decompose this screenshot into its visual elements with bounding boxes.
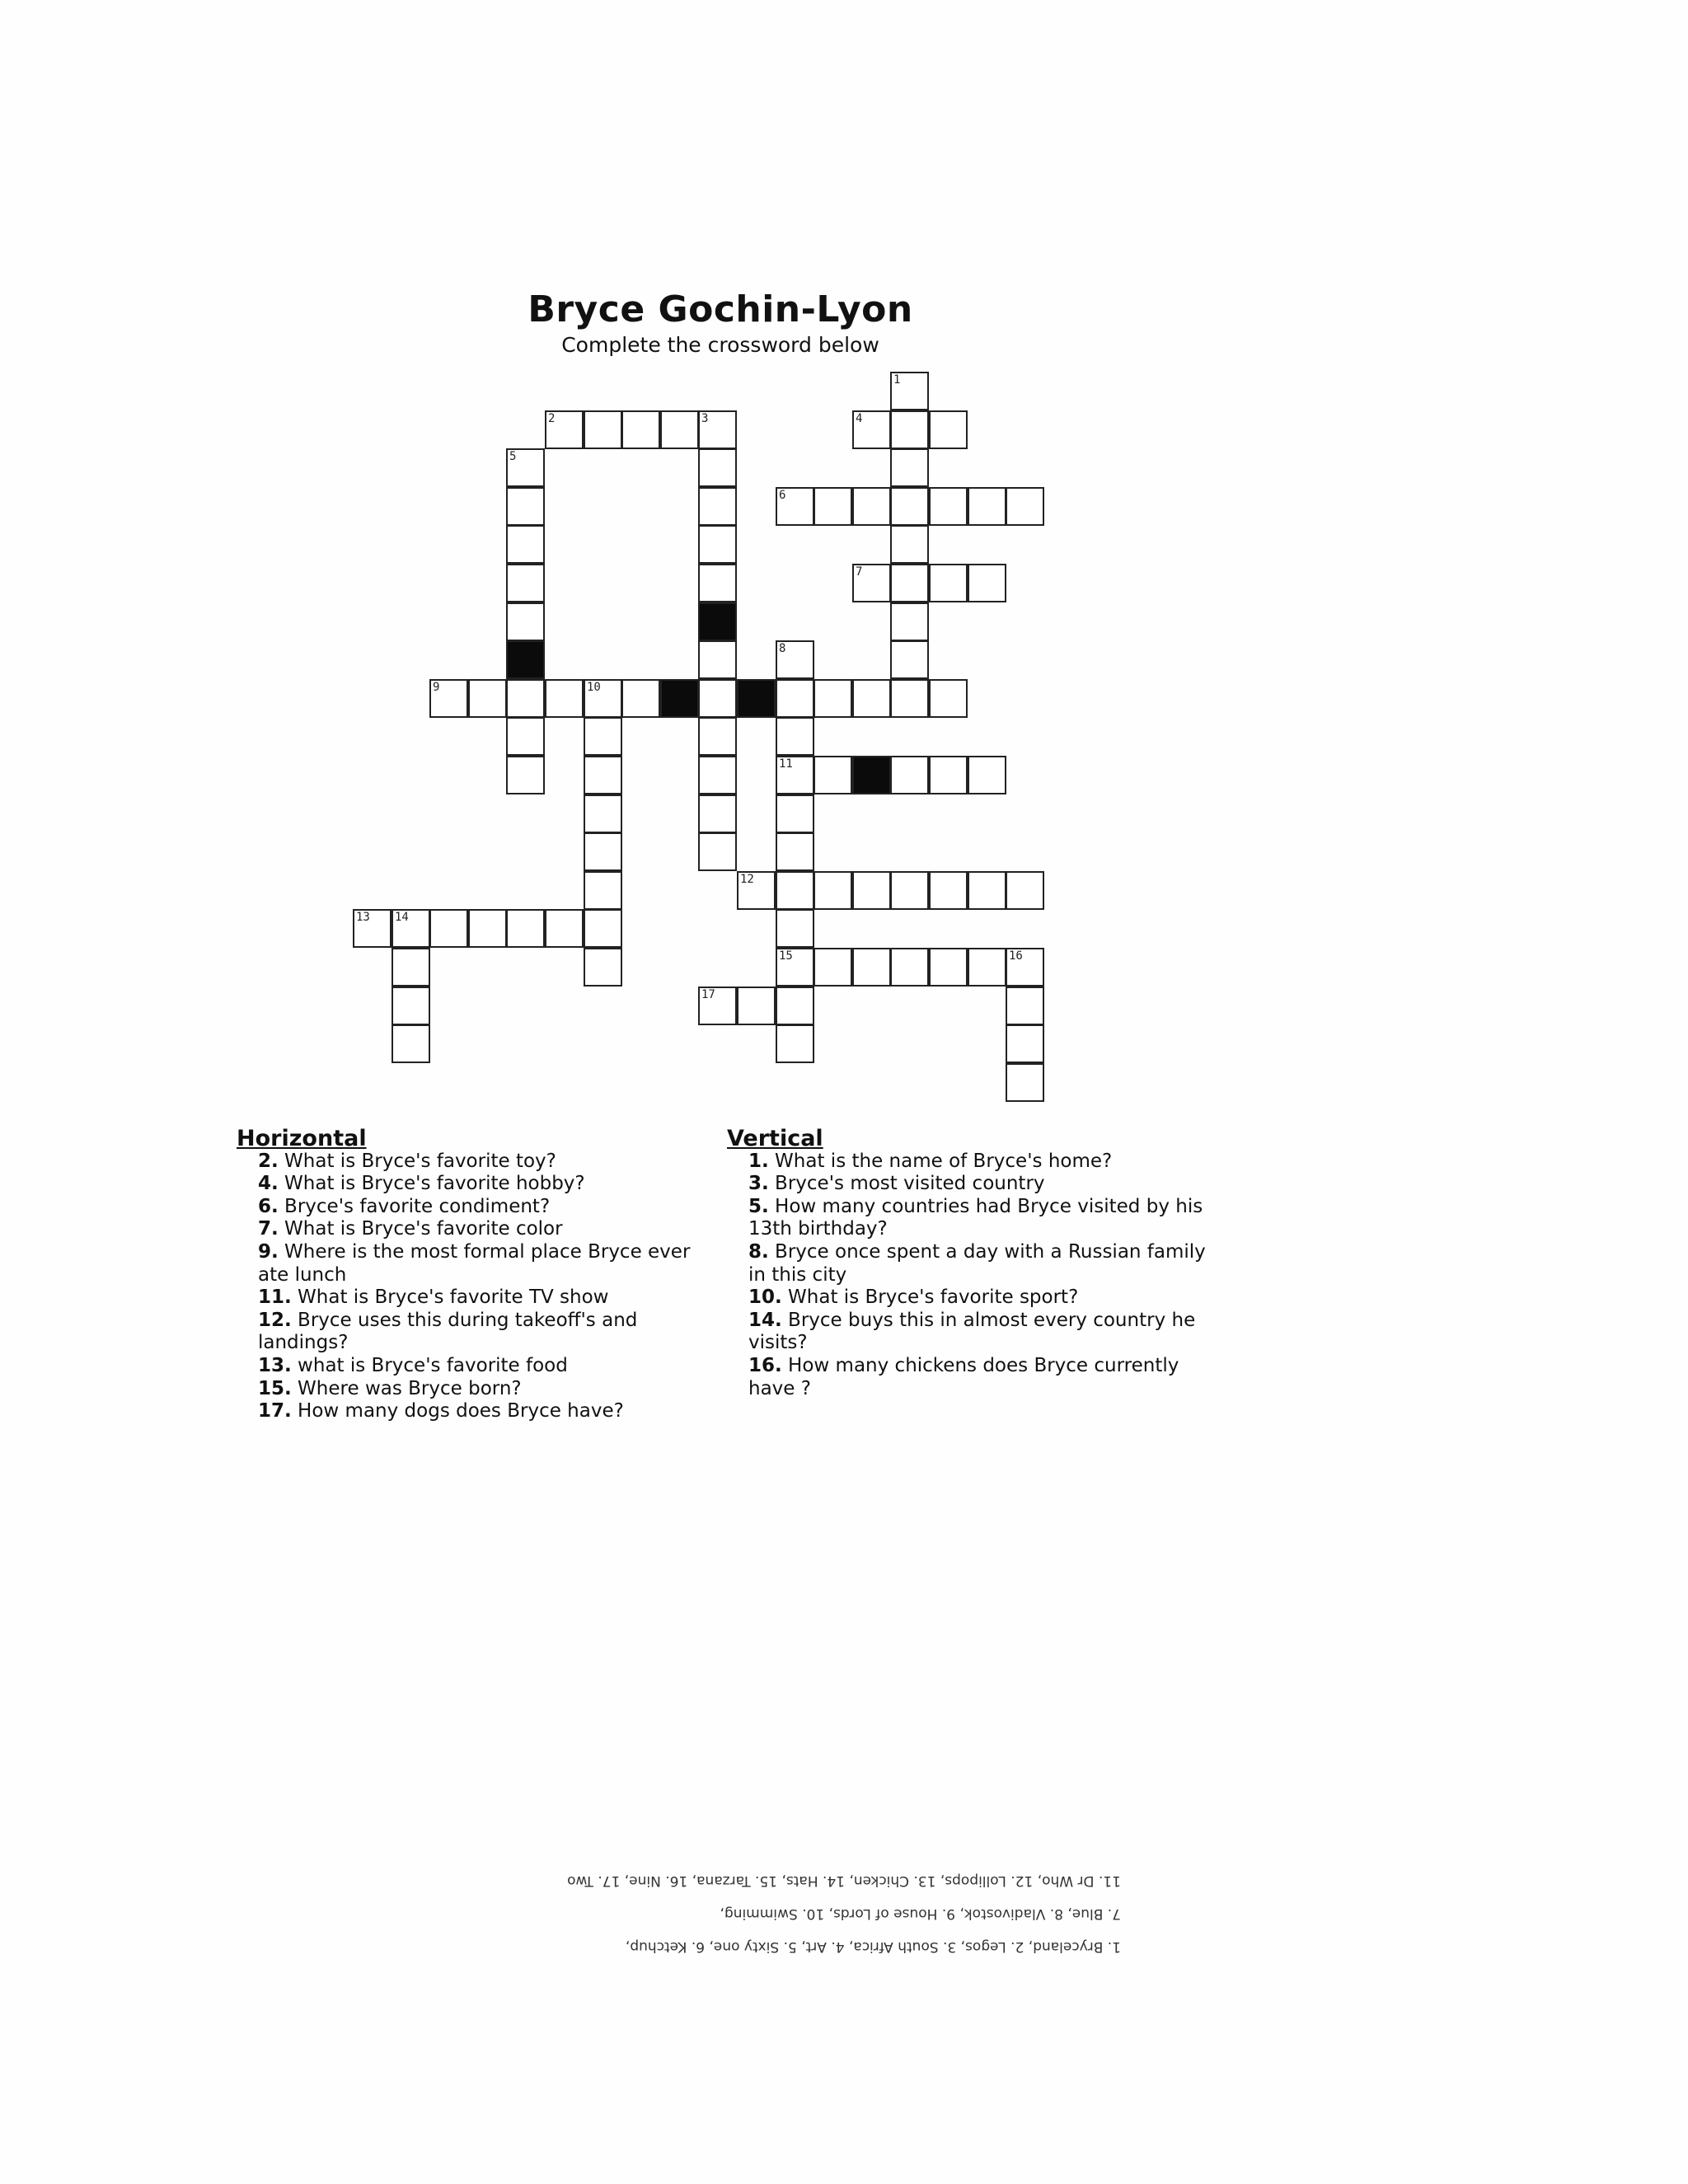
clue-number: 7. (258, 1218, 279, 1240)
answer-key-line-1: 11. Dr Who, 12. Lollipops, 13. Chicken, 14. Hats, 15. Tarzana, 16. Nine, 17. Two (567, 1872, 1121, 1889)
crossword-cell[interactable] (929, 564, 968, 602)
crossword-cell[interactable] (776, 679, 814, 718)
page-subtitle: Complete the crossword below (561, 333, 879, 357)
crossword-cell[interactable] (929, 410, 968, 449)
crossword-cell[interactable] (852, 410, 891, 449)
crossword-cell[interactable] (698, 410, 737, 449)
crossword-cell[interactable] (584, 410, 622, 449)
crossword-cell[interactable] (392, 948, 430, 987)
crossword-cell-shaded[interactable] (698, 602, 737, 641)
clue-text: Bryce buys this in almost every country he visits? (748, 1309, 1196, 1354)
clue-across-4 (237, 1173, 715, 1196)
crossword-cell[interactable] (506, 602, 545, 641)
clue-text: Bryce's favorite condiment? (278, 1195, 551, 1217)
clue-down-14 (727, 1310, 1221, 1355)
crossword-cell[interactable] (968, 564, 1006, 602)
crossword-cell[interactable] (506, 679, 545, 718)
clue-number-label: 14 (395, 911, 409, 924)
clue-down-1 (727, 1151, 1221, 1174)
crossword-cell[interactable] (776, 640, 814, 679)
crossword-cell[interactable] (584, 679, 622, 718)
clue-number-label: 10 (587, 681, 601, 694)
crossword-cell[interactable] (468, 909, 507, 948)
crossword-cell[interactable] (776, 756, 814, 794)
crossword-cell[interactable] (698, 525, 737, 564)
crossword-cell[interactable] (1006, 948, 1044, 987)
crossword-cell[interactable] (545, 410, 584, 449)
crossword-cell[interactable] (890, 448, 929, 487)
clue-number-label: 1 (893, 373, 901, 387)
crossword-cell[interactable] (814, 871, 852, 910)
crossword-cell[interactable] (1006, 871, 1044, 910)
clue-down-10 (727, 1286, 1221, 1310)
clue-number-label: 4 (856, 412, 863, 425)
clue-number: 17. (258, 1400, 292, 1422)
crossword-cell[interactable] (929, 756, 968, 794)
crossword-cell[interactable] (890, 756, 929, 794)
clue-number: 9. (258, 1240, 279, 1263)
clue-text: What is Bryce's favorite toy? (278, 1150, 556, 1172)
crossword-cell[interactable] (506, 756, 545, 794)
clue-number: 2. (258, 1150, 279, 1172)
crossword-cell[interactable] (353, 909, 392, 948)
crossword-cell[interactable] (698, 794, 737, 833)
across-clues (237, 1127, 715, 1423)
crossword-cell[interactable] (968, 871, 1006, 910)
clue-across-2 (237, 1151, 715, 1174)
clue-number-label: 7 (856, 565, 863, 579)
clue-number-label: 2 (548, 412, 556, 425)
crossword-cell[interactable] (698, 564, 737, 602)
clue-text: Bryce once spent a day with a Russian family in this city (748, 1240, 1206, 1286)
clue-across-9 (237, 1241, 715, 1286)
clue-text: Bryce's most visited country (768, 1173, 1045, 1195)
crossword-cell[interactable] (1006, 487, 1044, 526)
crossword-cell[interactable] (890, 372, 929, 410)
crossword-cell[interactable] (737, 987, 776, 1025)
crossword-cell[interactable] (584, 871, 622, 910)
clue-across-7 (237, 1218, 715, 1241)
clue-number-label: 9 (433, 681, 440, 694)
crossword-cell[interactable] (776, 717, 814, 756)
crossword-cell[interactable] (852, 871, 891, 910)
clue-across-17 (237, 1400, 715, 1423)
clue-text: What is Bryce's favorite sport? (781, 1286, 1079, 1309)
crossword-cell[interactable] (929, 948, 968, 987)
crossword-cell[interactable] (698, 756, 737, 794)
crossword-cell[interactable] (968, 487, 1006, 526)
crossword-cell[interactable] (698, 987, 737, 1025)
clue-number: 1. (748, 1150, 769, 1172)
crossword-cell[interactable] (429, 909, 468, 948)
clue-number-label: 6 (779, 489, 786, 502)
crossword-cell[interactable] (506, 525, 545, 564)
clue-number-label: 16 (1009, 949, 1023, 963)
clue-text: Where was Bryce born? (291, 1377, 522, 1399)
clue-text: What is the name of Bryce's home? (768, 1150, 1113, 1172)
clue-text: How many chickens does Bryce currently have ? (748, 1354, 1179, 1399)
crossword-cell[interactable] (1006, 1024, 1044, 1063)
crossword-cell[interactable] (929, 487, 968, 526)
clue-number: 6. (258, 1195, 279, 1217)
crossword-cell[interactable] (968, 756, 1006, 794)
crossword-cell-shaded[interactable] (737, 679, 776, 718)
crossword-cell[interactable] (890, 564, 929, 602)
answer-key-line-3: 1. Bryceland, 2. Legos, 3. South Africa, 4. Art, 5. Sixty one, 6. Ketchup, (625, 1938, 1121, 1955)
crossword-cell[interactable] (506, 909, 545, 948)
clue-down-8 (727, 1241, 1221, 1286)
crossword-cell[interactable] (776, 832, 814, 871)
crossword-cell[interactable] (929, 871, 968, 910)
crossword-cell[interactable] (814, 948, 852, 987)
crossword-cell[interactable] (776, 794, 814, 833)
crossword-cell[interactable] (506, 487, 545, 526)
clue-number: 5. (748, 1195, 769, 1217)
crossword-cell[interactable] (698, 679, 737, 718)
clue-number: 3. (748, 1173, 769, 1195)
crossword-cell[interactable] (584, 909, 622, 948)
crossword-cell[interactable] (621, 410, 660, 449)
crossword-cell-shaded[interactable] (506, 640, 545, 679)
clue-number: 11. (258, 1286, 292, 1309)
crossword-cell[interactable] (584, 794, 622, 833)
crossword-cell[interactable] (890, 410, 929, 449)
clue-text: What is Bryce's favorite color (278, 1218, 563, 1240)
across-heading: Horizontal (237, 1126, 367, 1151)
crossword-cell[interactable] (698, 640, 737, 679)
clue-number-label: 3 (701, 412, 709, 425)
crossword-cell[interactable] (814, 487, 852, 526)
crossword-cell[interactable] (698, 832, 737, 871)
clue-number: 4. (258, 1173, 279, 1195)
crossword-cell[interactable] (660, 410, 699, 449)
crossword-cell[interactable] (468, 679, 507, 718)
clue-text: How many dogs does Bryce have? (291, 1400, 624, 1422)
crossword-cell[interactable] (737, 871, 776, 910)
crossword-cell[interactable] (776, 1024, 814, 1063)
crossword-cell[interactable] (506, 564, 545, 602)
crossword-cell-shaded[interactable] (660, 679, 699, 718)
clue-number: 15. (258, 1377, 292, 1399)
crossword-cell[interactable] (852, 487, 891, 526)
down-heading: Vertical (727, 1126, 823, 1151)
clue-text: What is Bryce's favorite hobby? (278, 1173, 585, 1195)
crossword-cell[interactable] (890, 640, 929, 679)
crossword-cell[interactable] (698, 717, 737, 756)
crossword-cell[interactable] (890, 948, 929, 987)
clue-down-5 (727, 1196, 1221, 1241)
answer-key-line-2: 7. Blue, 8. Vladivostok, 9. House of Lords, 10. Swimming, (720, 1905, 1121, 1922)
clue-down-3 (727, 1173, 1221, 1196)
clue-number: 10. (748, 1286, 782, 1309)
clue-number-label: 13 (356, 911, 370, 924)
crossword-cell[interactable] (392, 1024, 430, 1063)
crossword-cell[interactable] (776, 987, 814, 1025)
crossword-cell[interactable] (429, 679, 468, 718)
crossword-cell[interactable] (890, 871, 929, 910)
page-title: Bryce Gochin-Lyon (528, 288, 913, 330)
clue-number: 13. (258, 1354, 292, 1376)
crossword-cell[interactable] (698, 448, 737, 487)
crossword-cell[interactable] (852, 679, 891, 718)
clue-number: 8. (748, 1240, 769, 1263)
crossword-cell[interactable] (890, 525, 929, 564)
crossword-cell[interactable] (506, 717, 545, 756)
clue-number-label: 11 (779, 757, 793, 771)
clue-text: Where is the most formal place Bryce ever ate lunch (258, 1240, 691, 1286)
clue-across-13 (237, 1355, 715, 1378)
crossword-cell[interactable] (584, 717, 622, 756)
crossword-cell[interactable] (545, 909, 584, 948)
crossword-cell[interactable] (506, 448, 545, 487)
crossword-cell[interactable] (584, 948, 622, 987)
clue-number-label: 12 (740, 873, 754, 886)
clue-number-label: 8 (779, 642, 786, 655)
clue-number-label: 5 (509, 450, 517, 463)
crossword-cell[interactable] (776, 871, 814, 910)
clue-number-label: 15 (779, 949, 793, 963)
clue-number: 16. (748, 1354, 782, 1376)
crossword-cell[interactable] (776, 909, 814, 948)
clue-number: 14. (748, 1309, 782, 1331)
clue-text: What is Bryce's favorite TV show (291, 1286, 609, 1309)
crossword-cell[interactable] (814, 756, 852, 794)
clue-across-6 (237, 1196, 715, 1219)
crossword-cell[interactable] (584, 832, 622, 871)
crossword-cell[interactable] (776, 487, 814, 526)
crossword-cell[interactable] (584, 756, 622, 794)
clue-number: 12. (258, 1309, 292, 1331)
crossword-cell[interactable] (621, 679, 660, 718)
clue-down-16 (727, 1355, 1221, 1400)
down-clues (727, 1127, 1221, 1400)
crossword-cell[interactable] (890, 679, 929, 718)
clue-text: what is Bryce's favorite food (291, 1354, 568, 1376)
crossword-cell[interactable] (545, 679, 584, 718)
crossword-cell[interactable] (929, 679, 968, 718)
crossword-cell-shaded[interactable] (852, 756, 891, 794)
clue-number-label: 17 (701, 988, 715, 1001)
crossword-cell[interactable] (392, 909, 430, 948)
crossword-cell[interactable] (392, 987, 430, 1025)
crossword-cell[interactable] (852, 948, 891, 987)
crossword-cell[interactable] (776, 948, 814, 987)
crossword-cell[interactable] (890, 487, 929, 526)
crossword-cell[interactable] (968, 948, 1006, 987)
clue-across-15 (237, 1378, 715, 1401)
crossword-cell[interactable] (1006, 987, 1044, 1025)
crossword-cell[interactable] (814, 679, 852, 718)
clue-across-12 (237, 1310, 715, 1355)
clue-across-11 (237, 1286, 715, 1310)
clue-text: Bryce uses this during takeoff's and landings? (258, 1309, 638, 1354)
clue-text: How many countries had Bryce visited by his 13th birthday? (748, 1195, 1203, 1240)
crossword-cell[interactable] (890, 602, 929, 641)
crossword-cell[interactable] (852, 564, 891, 602)
crossword-cell[interactable] (1006, 1063, 1044, 1102)
crossword-cell[interactable] (698, 487, 737, 526)
